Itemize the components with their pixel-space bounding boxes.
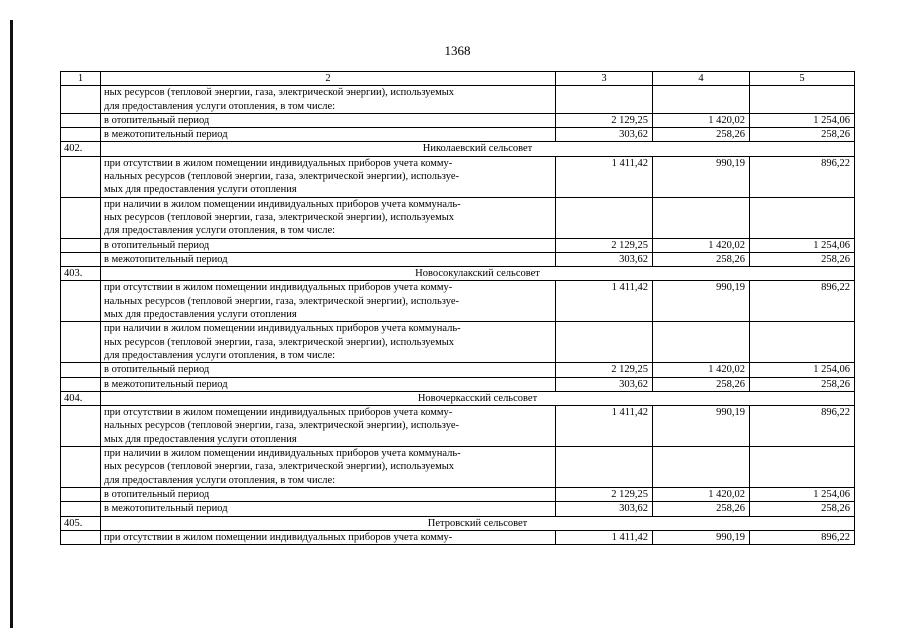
row-description bbox=[101, 113, 556, 127]
description-line: в отопительный период bbox=[104, 114, 210, 126]
table-row bbox=[61, 128, 855, 142]
value-col-5: 1 254,06 bbox=[750, 487, 855, 501]
value-col-4: 1 420,02 bbox=[653, 487, 750, 501]
row-description bbox=[101, 156, 556, 197]
section-title: Новочеркасский сельсовет bbox=[101, 391, 855, 405]
description-line: нальных ресурсов (тепловой энергии, газа, электрической энергии), используе- bbox=[104, 420, 459, 432]
row-description bbox=[101, 197, 556, 238]
page-number: 1368 bbox=[444, 43, 471, 58]
row-description bbox=[101, 86, 556, 114]
value-col-5: 896,22 bbox=[750, 156, 855, 197]
value-col-4: 258,26 bbox=[653, 502, 750, 516]
value-col-5: 896,22 bbox=[750, 406, 855, 447]
description-line: при отсутствии в жилом помещении индивидуальных приборов учета комму- bbox=[104, 282, 453, 294]
value-col-4: 990,19 bbox=[653, 406, 750, 447]
value-col-3: 2 129,25 bbox=[556, 113, 653, 127]
value-col-4 bbox=[653, 447, 750, 488]
value-col-4: 1 420,02 bbox=[653, 113, 750, 127]
table-row bbox=[61, 377, 855, 391]
section-title: Николаевский сельсовет bbox=[101, 142, 855, 156]
row-description bbox=[101, 281, 556, 322]
description-line: для предоставления услуги отопления, в том числе: bbox=[104, 474, 336, 486]
section-code: 402. bbox=[61, 142, 101, 156]
section-row bbox=[61, 142, 855, 156]
description-line: ных ресурсов (тепловой энергии, газа, электрической энергии), используемых bbox=[104, 87, 455, 99]
column-header: 4 bbox=[653, 72, 750, 86]
value-col-5: 258,26 bbox=[750, 252, 855, 266]
row-description bbox=[101, 322, 556, 363]
description-line: нальных ресурсов (тепловой энергии, газа, электрической энергии), используе- bbox=[104, 171, 459, 183]
value-col-4: 1 420,02 bbox=[653, 363, 750, 377]
value-col-3: 303,62 bbox=[556, 128, 653, 142]
row-code-cell bbox=[61, 281, 101, 322]
column-header: 2 bbox=[101, 72, 556, 86]
value-col-4: 1 420,02 bbox=[653, 238, 750, 252]
description-line: ных ресурсов (тепловой энергии, газа, электрической энергии), используемых bbox=[104, 461, 455, 473]
row-code-cell bbox=[61, 406, 101, 447]
row-code-cell bbox=[61, 156, 101, 197]
table-row bbox=[61, 238, 855, 252]
description-line: при наличии в жилом помещении индивидуальных приборов учета коммуналь- bbox=[104, 198, 461, 210]
value-col-5 bbox=[750, 197, 855, 238]
section-row bbox=[61, 267, 855, 281]
value-col-4 bbox=[653, 86, 750, 114]
value-col-3: 2 129,25 bbox=[556, 487, 653, 501]
value-col-3: 303,62 bbox=[556, 252, 653, 266]
description-line: в отопительный период bbox=[104, 239, 210, 251]
section-code: 405. bbox=[61, 516, 101, 530]
table-row bbox=[61, 197, 855, 238]
value-col-5: 258,26 bbox=[750, 502, 855, 516]
description-line: в межотопительный период bbox=[104, 129, 228, 141]
row-code-cell bbox=[61, 86, 101, 114]
value-col-3: 303,62 bbox=[556, 377, 653, 391]
row-description bbox=[101, 487, 556, 501]
column-header-row bbox=[61, 72, 855, 86]
value-col-5: 1 254,06 bbox=[750, 113, 855, 127]
row-code-cell bbox=[61, 238, 101, 252]
row-description bbox=[101, 128, 556, 142]
value-col-3: 1 411,42 bbox=[556, 281, 653, 322]
column-header: 3 bbox=[556, 72, 653, 86]
row-description bbox=[101, 530, 556, 544]
row-code-cell bbox=[61, 487, 101, 501]
section-title: Петровский сельсовет bbox=[101, 516, 855, 530]
row-code-cell bbox=[61, 197, 101, 238]
value-col-4 bbox=[653, 197, 750, 238]
description-line: в отопительный период bbox=[104, 364, 210, 376]
column-header: 1 bbox=[61, 72, 101, 86]
section-row bbox=[61, 391, 855, 405]
value-col-5: 1 254,06 bbox=[750, 363, 855, 377]
scan-edge-line bbox=[10, 20, 13, 628]
description-line: при наличии в жилом помещении индивидуальных приборов учета коммуналь- bbox=[104, 323, 461, 335]
table-row bbox=[61, 252, 855, 266]
table-row bbox=[61, 86, 855, 114]
value-col-3 bbox=[556, 86, 653, 114]
description-line: в отопительный период bbox=[104, 488, 210, 500]
description-line: мых для предоставления услуги отопления bbox=[104, 433, 297, 445]
value-col-5 bbox=[750, 322, 855, 363]
table-row bbox=[61, 281, 855, 322]
value-col-5: 258,26 bbox=[750, 377, 855, 391]
value-col-3: 303,62 bbox=[556, 502, 653, 516]
description-line: мых для предоставления услуги отопления bbox=[104, 309, 297, 321]
value-col-5 bbox=[750, 447, 855, 488]
section-code: 404. bbox=[61, 391, 101, 405]
description-line: для предоставления услуги отопления, в том числе: bbox=[104, 225, 336, 237]
table-body bbox=[61, 86, 855, 545]
row-code-cell bbox=[61, 502, 101, 516]
description-line: при отсутствии в жилом помещении индивидуальных приборов учета комму- bbox=[104, 407, 453, 419]
value-col-4: 990,19 bbox=[653, 156, 750, 197]
table-row bbox=[61, 447, 855, 488]
description-line: нальных ресурсов (тепловой энергии, газа, электрической энергии), используе- bbox=[104, 295, 459, 307]
row-code-cell bbox=[61, 322, 101, 363]
table-row bbox=[61, 363, 855, 377]
table-row bbox=[61, 487, 855, 501]
description-line: ных ресурсов (тепловой энергии, газа, электрической энергии), используемых bbox=[104, 211, 455, 223]
value-col-4: 990,19 bbox=[653, 530, 750, 544]
section-code: 403. bbox=[61, 267, 101, 281]
section-title: Новосокулакский сельсовет bbox=[101, 267, 855, 281]
description-line: в межотопительный период bbox=[104, 378, 228, 390]
value-col-5: 1 254,06 bbox=[750, 238, 855, 252]
row-code-cell bbox=[61, 447, 101, 488]
description-line: при отсутствии в жилом помещении индивидуальных приборов учета комму- bbox=[104, 531, 453, 543]
column-header: 5 bbox=[750, 72, 855, 86]
value-col-4: 258,26 bbox=[653, 252, 750, 266]
table-row bbox=[61, 113, 855, 127]
table-row bbox=[61, 502, 855, 516]
row-description bbox=[101, 363, 556, 377]
tariff-table bbox=[60, 71, 855, 545]
description-line: в межотопительный период bbox=[104, 503, 228, 515]
value-col-3: 1 411,42 bbox=[556, 406, 653, 447]
row-code-cell bbox=[61, 113, 101, 127]
value-col-3 bbox=[556, 447, 653, 488]
row-code-cell bbox=[61, 530, 101, 544]
section-row bbox=[61, 516, 855, 530]
table-row bbox=[61, 530, 855, 544]
value-col-3 bbox=[556, 322, 653, 363]
description-line: при наличии в жилом помещении индивидуальных приборов учета коммуналь- bbox=[104, 448, 461, 460]
value-col-4: 990,19 bbox=[653, 281, 750, 322]
description-line: в межотопительный период bbox=[104, 253, 228, 265]
table-row bbox=[61, 156, 855, 197]
row-description bbox=[101, 252, 556, 266]
value-col-4 bbox=[653, 322, 750, 363]
value-col-3: 2 129,25 bbox=[556, 238, 653, 252]
value-col-5: 896,22 bbox=[750, 530, 855, 544]
row-description bbox=[101, 447, 556, 488]
value-col-5: 896,22 bbox=[750, 281, 855, 322]
value-col-4: 258,26 bbox=[653, 377, 750, 391]
row-code-cell bbox=[61, 252, 101, 266]
description-line: ных ресурсов (тепловой энергии, газа, электрической энергии), используемых bbox=[104, 336, 455, 348]
description-line: при отсутствии в жилом помещении индивидуальных приборов учета комму- bbox=[104, 157, 453, 169]
description-line: для предоставления услуги отопления, в том числе: bbox=[104, 349, 336, 361]
value-col-5 bbox=[750, 86, 855, 114]
row-description bbox=[101, 238, 556, 252]
row-description bbox=[101, 377, 556, 391]
row-code-cell bbox=[61, 377, 101, 391]
value-col-3: 2 129,25 bbox=[556, 363, 653, 377]
row-description bbox=[101, 406, 556, 447]
value-col-3: 1 411,42 bbox=[556, 530, 653, 544]
value-col-3 bbox=[556, 197, 653, 238]
table-row bbox=[61, 406, 855, 447]
table-row bbox=[61, 322, 855, 363]
value-col-5: 258,26 bbox=[750, 128, 855, 142]
description-line: для предоставления услуги отопления, в том числе: bbox=[104, 100, 336, 112]
description-line: мых для предоставления услуги отопления bbox=[104, 184, 297, 196]
value-col-3: 1 411,42 bbox=[556, 156, 653, 197]
value-col-4: 258,26 bbox=[653, 128, 750, 142]
row-code-cell bbox=[61, 128, 101, 142]
row-description bbox=[101, 502, 556, 516]
row-code-cell bbox=[61, 363, 101, 377]
